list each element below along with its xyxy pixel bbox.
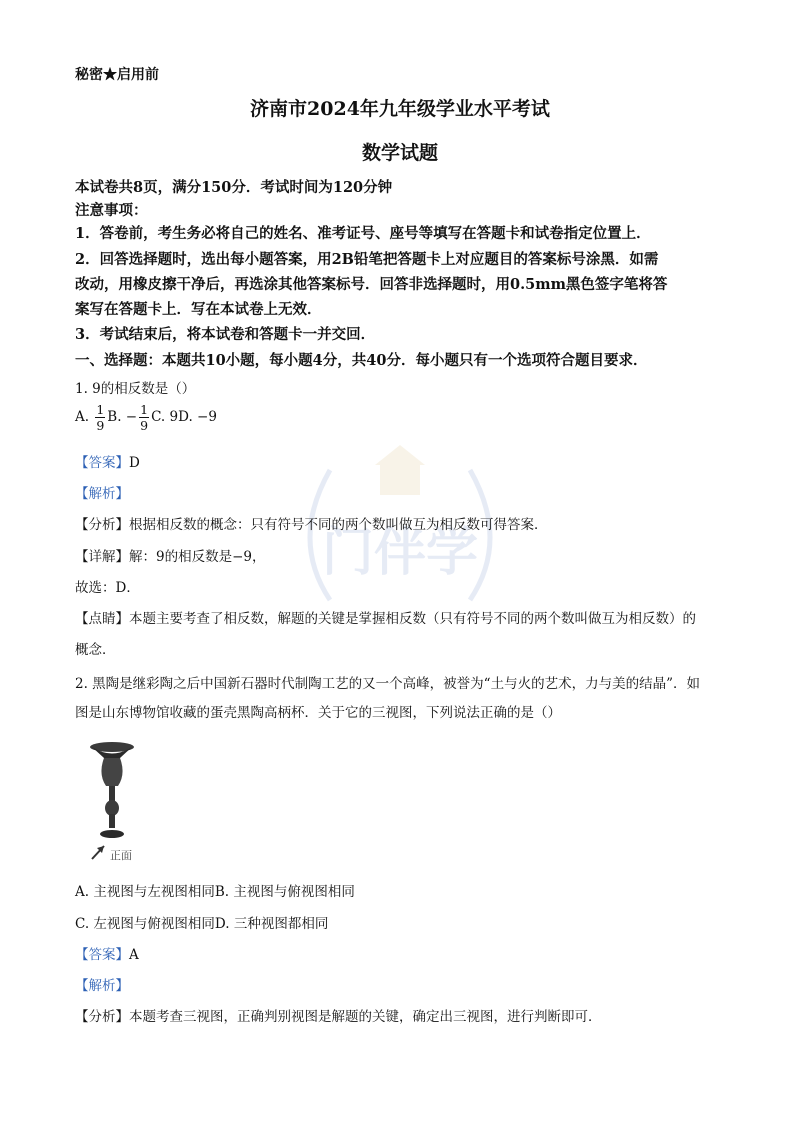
notice-3: 3．考试结束后，将本试卷和答题卡一并交回．	[75, 326, 376, 343]
exam-title: 济南市2024年九年级学业水平考试	[250, 98, 550, 120]
q1-a-num: 1	[96, 402, 105, 417]
q1-b-den: 9	[140, 418, 149, 433]
q1-answer: D	[129, 455, 140, 471]
notice-1: 1．答卷前，考生务必将自己的姓名、准考证号、座号等填写在答题卡和试卷指定位置上．	[75, 225, 651, 242]
q1-fenxi-tag: 【分析】	[75, 517, 129, 533]
q1-fenxi-line	[75, 513, 548, 533]
q2-answer-tag: 【答案】	[75, 947, 129, 963]
q1-options-cd: C. 9D. −9	[151, 409, 217, 425]
q1-xiangjie: 解：9的相反数是−9，	[129, 549, 266, 565]
q2-answer: A	[129, 947, 139, 963]
q1-dianjing-line	[75, 607, 696, 627]
exam-subtitle: 数学试题	[361, 142, 438, 164]
watermark-text: 门伴学	[321, 523, 479, 583]
section-1-heading: 一、选择题：本题共10小题，每小题4分，共40分．每小题只有一个选项符合题目要求．	[75, 352, 648, 369]
q1-option-b-fraction	[139, 402, 149, 433]
q2-analysis-tag: 【解析】	[75, 978, 129, 994]
q1-option-a-fraction	[95, 402, 105, 433]
notice-title: 注意事项：	[75, 202, 148, 219]
intro-pages: 本试卷共8页，满分150分．考试时间为120分钟	[75, 179, 393, 196]
black-pottery-cup-image	[80, 738, 160, 868]
q2-fenxi: 本题考查三视图，正确判别视图是解题的关键，确定出三视图，进行判断即可．	[129, 1009, 602, 1025]
notice-2b: 改动，用橡皮擦干净后，再选涂其他答案标号．回答非选择题时，用0.5mm黑色签字笔将答	[75, 276, 668, 293]
notice-2c: 案写在答题卡上．写在本试卷上无效．	[75, 301, 322, 318]
q1-analysis-tag: 【解析】	[75, 486, 129, 502]
q1-answer-line	[75, 451, 140, 471]
q2-stem-a: 2. 黑陶是继彩陶之后中国新石器时代制陶工艺的又一个高峰，被誉为“土与火的艺术，力与美的结晶”．如	[75, 676, 700, 692]
q1-choose: 故选：D．	[75, 580, 140, 596]
q2-answer-line	[75, 943, 139, 963]
notice-2a: 2．回答选择题时，选出每小题答案，用2B铅笔把答题卡上对应题目的答案标号涂黑．如需	[75, 251, 659, 268]
q2-options-ab: A. 主视图与左视图相同B. 主视图与俯视图相同	[75, 884, 355, 900]
q1-answer-tag: 【答案】	[75, 455, 129, 471]
front-view-label: 正面	[110, 849, 132, 862]
q1-dianjing-a: 本题主要考查了相反数，解题的关键是掌握相反数（只有符号不同的两个数叫做互为相反数）的	[129, 611, 696, 627]
q1-xiangjie-tag: 【详解】	[75, 549, 129, 565]
q1-a-den: 9	[96, 418, 105, 433]
q2-options-cd: C. 左视图与俯视图相同D. 三种视图都相同	[75, 916, 329, 932]
q1-dianjing-b: 概念．	[75, 642, 116, 658]
q1-option-b-label: B. −	[107, 409, 138, 425]
secret-label: 秘密★启用前	[75, 67, 159, 83]
q1-fenxi: 根据相反数的概念：只有符号不同的两个数叫做互为相反数可得答案．	[129, 517, 548, 533]
q1-options	[75, 402, 217, 433]
q1-option-a-label: A.	[75, 409, 90, 425]
q2-fenxi-tag: 【分析】	[75, 1009, 129, 1025]
q1-stem: 1. 9的相反数是（）	[75, 381, 196, 397]
q1-b-num: 1	[140, 402, 149, 417]
q1-dianjing-tag: 【点睛】	[75, 611, 129, 627]
q1-xiangjie-line	[75, 545, 266, 565]
q2-stem-b: 图是山东博物馆收藏的蛋壳黑陶高柄杯．关于它的三视图，下列说法正确的是（）	[75, 705, 561, 721]
q2-fenxi-line	[75, 1005, 602, 1025]
